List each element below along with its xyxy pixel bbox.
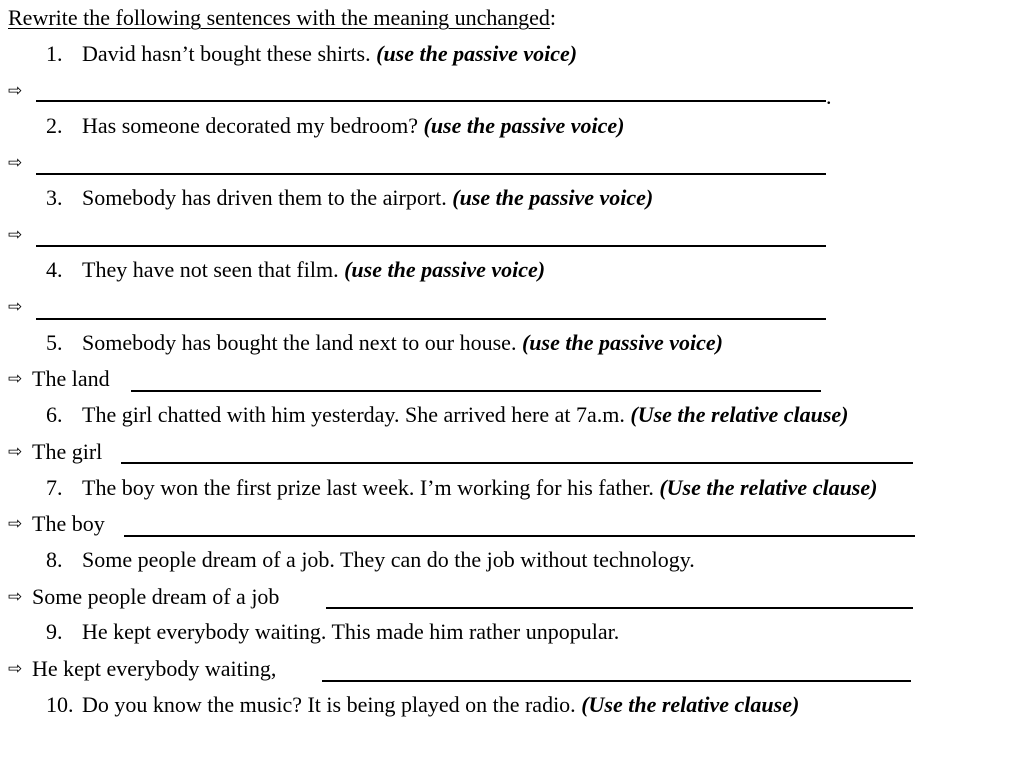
question-number: 10. (46, 692, 74, 717)
answer-end-1: . (826, 84, 832, 109)
answer-row-3 (8, 220, 32, 250)
answer-blank-4[interactable] (36, 318, 826, 320)
question-hint: (use the passive voice) (521, 330, 723, 355)
question-hint: (use the passive voice) (423, 113, 625, 138)
answer-prefix: He kept everybody waiting, (32, 656, 277, 681)
answer-row-1 (8, 76, 32, 106)
question-sentence: He kept everybody waiting. This made him rather unpopular. (82, 619, 620, 644)
question-3 (46, 183, 653, 213)
answer-blank-9[interactable] (322, 680, 911, 682)
answer-prefix: Some people dream of a job (32, 584, 280, 609)
question-2 (46, 111, 625, 141)
question-sentence: The girl chatted with him yesterday. She arrived here at 7a.m. (82, 402, 631, 427)
question-hint: (use the passive voice) (376, 41, 578, 66)
answer-blank-7[interactable] (124, 535, 915, 537)
arrow-icon: ⇨ (8, 514, 23, 534)
question-1 (46, 39, 577, 69)
answer-row-7 (8, 509, 105, 539)
question-hint: (use the passive voice) (344, 257, 546, 282)
answer-row-6 (8, 437, 102, 467)
answer-blank-8[interactable] (326, 607, 913, 609)
answer-row-4 (8, 292, 32, 322)
question-number: 1. (46, 41, 63, 66)
arrow-icon: ⇨ (8, 81, 23, 101)
answer-row-9 (8, 654, 276, 684)
answer-prefix: The land (32, 366, 110, 391)
question-sentence: Somebody has bought the land next to our house. (82, 330, 522, 355)
question-sentence: Do you know the music? It is being played on the radio. (82, 692, 582, 717)
question-hint: (use the passive voice) (452, 185, 654, 210)
question-7 (46, 473, 877, 503)
question-number: 5. (46, 330, 63, 355)
question-10 (46, 690, 799, 720)
arrow-icon: ⇨ (8, 587, 23, 607)
question-4 (46, 255, 545, 285)
question-sentence: David hasn’t bought these shirts. (82, 41, 377, 66)
answer-blank-5[interactable] (131, 390, 821, 392)
question-number: 8. (46, 547, 63, 572)
question-number: 3. (46, 185, 63, 210)
answer-blank-3[interactable] (36, 245, 826, 247)
question-sentence: Has someone decorated my bedroom? (82, 113, 424, 138)
question-number: 4. (46, 257, 63, 282)
arrow-icon: ⇨ (8, 659, 23, 679)
question-hint: (Use the relative clause) (630, 402, 849, 427)
question-9 (46, 617, 619, 647)
question-sentence: They have not seen that film. (82, 257, 345, 282)
question-number: 9. (46, 619, 63, 644)
question-number: 6. (46, 402, 63, 427)
answer-prefix: The girl (32, 439, 103, 464)
question-8 (46, 545, 695, 575)
question-sentence: The boy won the first prize last week. I’m working for his father. (82, 475, 660, 500)
answer-prefix: The boy (32, 511, 105, 536)
question-number: 7. (46, 475, 63, 500)
instructions-text: Rewrite the following sentences with the meaning unchanged (8, 5, 550, 30)
answer-row-8 (8, 582, 279, 612)
answer-blank-6[interactable] (121, 462, 913, 464)
question-hint: (Use the relative clause) (581, 692, 800, 717)
arrow-icon: ⇨ (8, 442, 23, 462)
instructions-colon: : (549, 5, 557, 30)
arrow-icon: ⇨ (8, 369, 23, 389)
question-sentence: Some people dream of a job. They can do the job without technology. (82, 547, 695, 572)
question-6 (46, 400, 849, 430)
answer-blank-1[interactable] (36, 100, 826, 102)
instructions-heading (8, 3, 556, 33)
answer-row-5 (8, 364, 110, 394)
question-sentence: Somebody has driven them to the airport. (82, 185, 453, 210)
arrow-icon: ⇨ (8, 297, 23, 317)
arrow-icon: ⇨ (8, 225, 23, 245)
arrow-icon: ⇨ (8, 153, 23, 173)
question-5 (46, 328, 723, 358)
answer-row-2 (8, 148, 32, 178)
answer-blank-2[interactable] (36, 173, 826, 175)
question-hint: (Use the relative clause) (659, 475, 878, 500)
question-number: 2. (46, 113, 63, 138)
